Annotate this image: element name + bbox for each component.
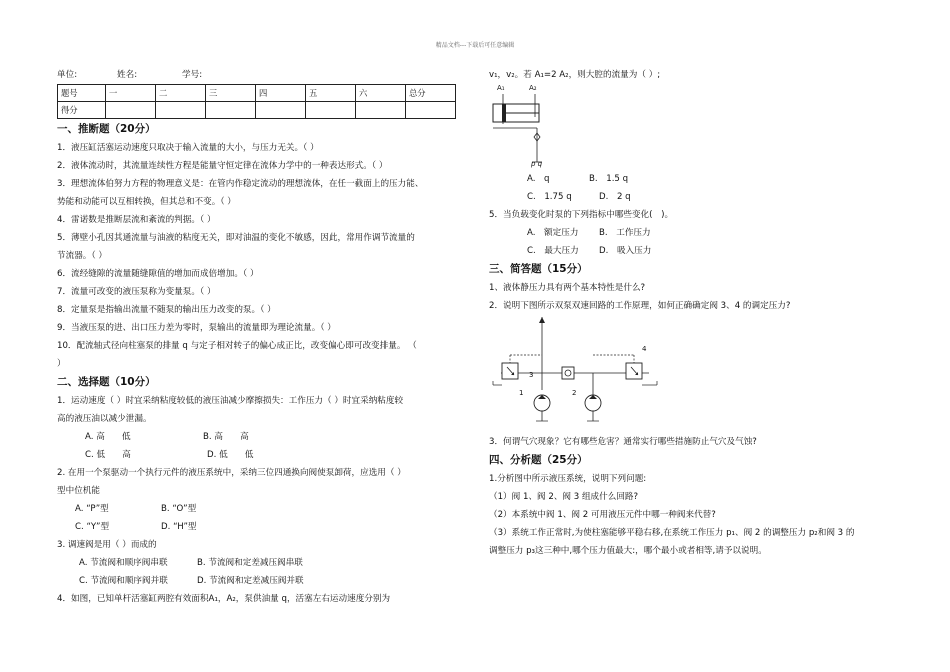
question-text: 7．流量可改变的液压泵称为变量泵。（ ）: [57, 287, 216, 297]
option[interactable]: A. 高 低: [85, 432, 131, 442]
score-input-cell[interactable]: [306, 102, 356, 119]
section-title-judgement: 一、推断题（20分）: [57, 123, 156, 135]
name-label: 姓名:: [117, 70, 138, 80]
option[interactable]: B. 节流阀和定差减压阀串联: [197, 558, 303, 568]
options-row: [489, 224, 899, 242]
score-input-cell[interactable]: [356, 102, 406, 119]
score-cell: 四: [256, 85, 306, 102]
question-text: 1.分析图中所示液压系统，说明下列问题:: [489, 474, 647, 484]
score-cell: 三: [206, 85, 256, 102]
options-row: [57, 554, 462, 572]
question-text: （2）本系统中阀 1、阀 2 可用液压元件中哪一种阀来代替?: [489, 510, 716, 520]
question-text: 1、液体静压力具有两个基本特性是什么?: [489, 283, 646, 293]
label-pq: p q: [531, 160, 543, 168]
right-column: [489, 66, 899, 560]
options-row: [57, 446, 462, 464]
label-valve-3: 3: [529, 371, 534, 379]
score-cell: 六: [356, 85, 406, 102]
label-valve-4: 4: [642, 345, 647, 353]
options-row: [489, 188, 899, 206]
option[interactable]: B. “O”型: [161, 504, 197, 514]
option[interactable]: D. “H”型: [161, 522, 197, 532]
option[interactable]: C. 1.75 q: [527, 192, 572, 202]
score-input-cell[interactable]: [256, 102, 306, 119]
score-table: [57, 84, 456, 119]
id-label: 学号:: [182, 70, 203, 80]
options-row: [57, 518, 462, 536]
question-text: 8．定量泵是指输出流量不随泵的输出压力改变的泵。（ ）: [57, 305, 276, 315]
left-column: [57, 66, 462, 608]
question-text: ）: [57, 359, 66, 369]
score-table-row-scores: [58, 102, 456, 119]
option[interactable]: C. 最大压力: [527, 246, 579, 256]
score-input-cell[interactable]: [106, 102, 156, 119]
question-text: （3）系统工作正常时,为使柱塞能够平稳右移,在系统工作压力 p₁、阀 2 的调整压力 p₂和阀 3 的: [489, 528, 855, 538]
score-cell: 得分: [58, 102, 106, 119]
section-title-short-answer: 三、简答题（15分）: [489, 263, 588, 275]
question-text: 2．说明下图所示双泵双速回路的工作原理，如何正确确定阀 3、4 的调定压力?: [489, 301, 791, 311]
score-input-cell[interactable]: [156, 102, 206, 119]
option[interactable]: A. 节流阀和顺序阀串联: [79, 558, 168, 568]
score-input-cell[interactable]: [406, 102, 456, 119]
score-table-row-header: [58, 85, 456, 102]
question-text: 10．配流轴式径向柱塞泵的排量 q 与定子相对转子的偏心成正比，改变偏心即可改变排量。 （: [57, 341, 417, 351]
label-pump-1: 1: [519, 389, 524, 397]
option[interactable]: A. 额定压力: [527, 228, 579, 238]
option[interactable]: C. 低 高: [85, 450, 131, 460]
label-a2: A₂: [529, 84, 537, 92]
question-text: 5．当负载变化时泵的下列指标中哪些变化( )。: [489, 210, 674, 220]
score-cell: 一: [106, 85, 156, 102]
question-text: 调整压力 p₃这三种中,哪个压力值最大:，哪个最小或者相等,请予以说明。: [489, 546, 767, 556]
option[interactable]: C. “Y”型: [75, 522, 110, 532]
question-text: 节流器。（ ）: [57, 251, 107, 261]
score-cell: 五: [306, 85, 356, 102]
score-input-cell[interactable]: [206, 102, 256, 119]
section-title-choice: 二、选择题（10分）: [57, 376, 156, 388]
option[interactable]: B. 高 高: [203, 432, 249, 442]
question-text: 3．理想流体伯努力方程的物理意义是：在管内作稳定流动的理想流体，在任一截面上的压力能、: [57, 179, 424, 189]
question-text: 1．运动速度（ ）时宜采纳粘度较低的液压油减少摩擦损失：工作压力（ ）时宜采纳粘度较: [57, 396, 404, 406]
question-text: 高的液压油以减少泄漏。: [57, 414, 152, 424]
question-text: 5．薄壁小孔因其通流量与油液的粘度无关，即对油温的变化不敏感，因此，常用作调节流量的: [57, 233, 415, 243]
question-text: 4．如图，已知单杆活塞缸两腔有效面积A₁，A₂，泵供油量 q，活塞左右运动速度分别为: [57, 594, 391, 604]
option[interactable]: D. 吸入压力: [599, 246, 652, 256]
question-text: 型中位机能: [57, 486, 100, 496]
question-text: 6．流经缝隙的流量随缝隙值的增加而成倍增加。（ ）: [57, 269, 259, 279]
option[interactable]: D. 节流阀和定差减压阀并联: [197, 576, 304, 586]
cylinder-figure: [489, 84, 569, 170]
unit-label: 单位:: [57, 70, 78, 80]
question-text: v₁，v₂。若 A₁=2 A₂，则大腔的流量为（ ）;: [489, 70, 661, 80]
options-row: [57, 500, 462, 518]
question-text: 势能和动能可以互相转换，但其总和不变。（ ）: [57, 197, 236, 207]
label-pump-2: 2: [572, 389, 577, 397]
question-text: 3．何谓气穴现象？它有哪些危害？通常实行哪些措施防止气穴及气蚀?: [489, 437, 757, 447]
question-text: 2. 在用一个泵驱动一个执行元件的液压系统中，采纳三位四通换向阀使泵卸荷，应选用（ ）: [57, 468, 406, 478]
dual-pump-circuit-diagram: [489, 315, 669, 433]
header-note: 精品文档---下载后可任意编辑: [435, 42, 515, 49]
option[interactable]: A. “P”型: [75, 504, 109, 514]
score-cell: 总分: [406, 85, 456, 102]
section-title-analysis: 四、分析题（25分）: [489, 454, 588, 466]
score-cell: 二: [156, 85, 206, 102]
question-text: 4．雷诺数是推断层流和紊流的判据。（ ）: [57, 215, 216, 225]
option[interactable]: A. q: [527, 174, 550, 184]
question-text: 1．液压缸活塞运动速度只取决于输入流量的大小，与压力无关。（ ）: [57, 143, 319, 153]
dual-pump-figure: [489, 315, 669, 433]
student-info: [57, 66, 462, 84]
question-text: 2．液体流动时，其流量连续性方程是能量守恒定律在流体力学中的一种表达形式。（ ）: [57, 161, 388, 171]
score-cell: 题号: [58, 85, 106, 102]
label-a1: A₁: [497, 84, 505, 92]
option[interactable]: B. 工作压力: [599, 228, 651, 238]
question-text: 9．当液压泵的进、出口压力差为零时，泵输出的流量即为理论流量。（ ）: [57, 323, 336, 333]
question-text: 3. 调速阀是用（ ）而成的: [57, 540, 157, 550]
options-row: [57, 572, 462, 590]
option[interactable]: C. 节流阀和顺序阀并联: [79, 576, 168, 586]
option[interactable]: D. 低 低: [207, 450, 254, 460]
question-text: （1）阀 1、阀 2、阀 3 组成什么回路?: [489, 492, 639, 502]
options-row: [489, 242, 899, 260]
options-row: [57, 428, 462, 446]
options-row: [489, 170, 899, 188]
option[interactable]: D. 2 q: [599, 192, 631, 202]
cylinder-diagram: [489, 84, 569, 170]
option[interactable]: B. 1.5 q: [589, 174, 629, 184]
